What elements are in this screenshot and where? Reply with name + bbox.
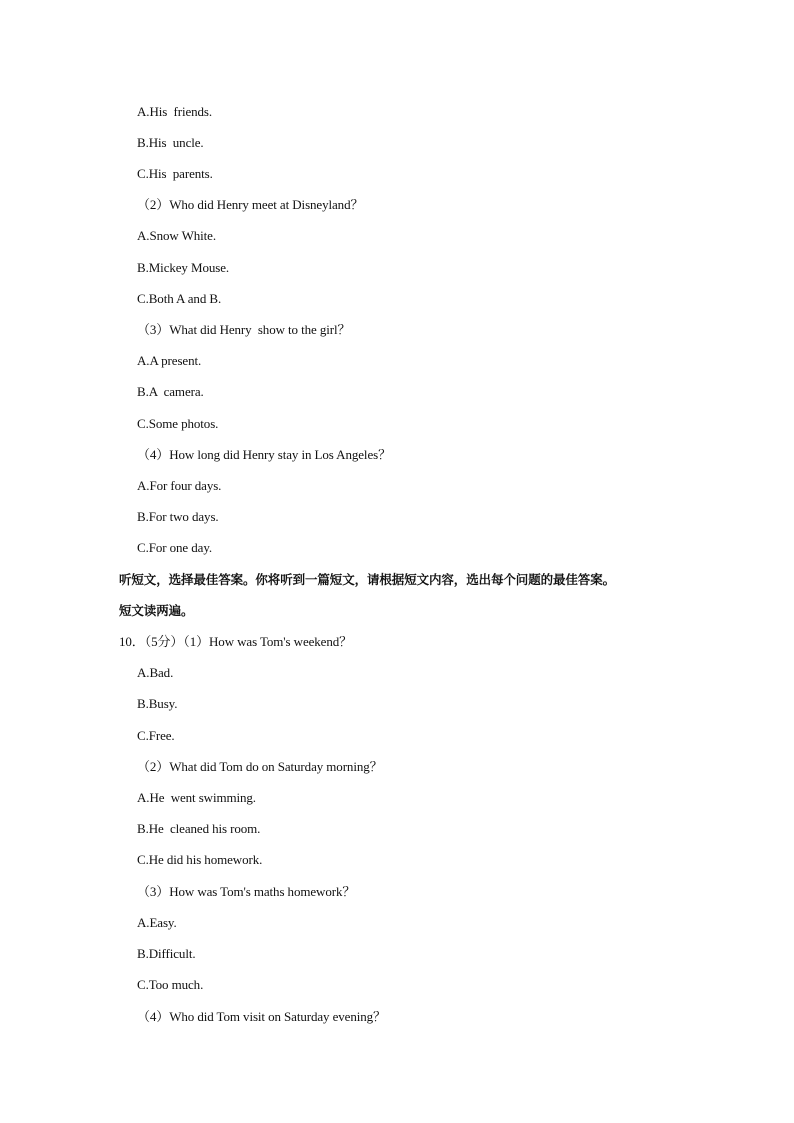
q9-p1-option-a: A.His friends. xyxy=(137,104,213,119)
section-instructions-line1: 听短文，选择最佳答案。你将听到一篇短文，请根据短文内容，选出每个问题的最佳答案。 xyxy=(119,572,616,587)
q9-p3-option-b: B.A camera. xyxy=(137,384,204,399)
q10-p1-option-b: B.Busy. xyxy=(137,696,178,711)
q10-p2-question: （2）What did Tom do on Saturday morning？ xyxy=(137,759,383,774)
q9-p3-question: （3）What did Henry show to the girl？ xyxy=(137,322,351,337)
q10-p3-question: （3）How was Tom's maths homework？ xyxy=(137,884,356,899)
q10-p2-option-c: C.He did his homework. xyxy=(137,852,263,867)
q9-p3-option-a: A.A present. xyxy=(137,353,202,368)
q9-p4-option-a: A.For four days. xyxy=(137,478,222,493)
q10-p2-option-a: A.He went swimming. xyxy=(137,790,256,805)
q10-header: 10．（5分）（1）How was Tom's weekend？ xyxy=(119,634,353,649)
q9-p4-option-c: C.For one day. xyxy=(137,540,213,555)
q9-p1-option-b: B.His uncle. xyxy=(137,135,204,150)
q10-p1-option-a: A.Bad. xyxy=(137,665,174,680)
q9-p1-option-c: C.His parents. xyxy=(137,166,213,181)
q9-p4-question: （4）How long did Henry stay in Los Angeles？ xyxy=(137,447,391,462)
q10-p3-option-a: A.Easy. xyxy=(137,915,177,930)
q9-p2-option-b: B.Mickey Mouse. xyxy=(137,260,230,275)
q9-p2-question: （2）Who did Henry meet at Disneyland？ xyxy=(137,197,364,212)
q9-p2-option-c: C.Both A and B. xyxy=(137,291,222,306)
q9-p4-option-b: B.For two days. xyxy=(137,509,219,524)
q9-p3-option-c: C.Some photos. xyxy=(137,416,219,431)
q9-p2-option-a: A.Snow White. xyxy=(137,228,216,243)
q10-p4-question: （4）Who did Tom visit on Saturday evening？ xyxy=(137,1009,386,1024)
section-instructions-line2: 短文读两遍。 xyxy=(119,603,194,618)
q10-p1-option-c: C.Free. xyxy=(137,728,175,743)
q10-p3-option-b: B.Difficult. xyxy=(137,946,196,961)
q10-p3-option-c: C.Too much. xyxy=(137,977,204,992)
q10-p2-option-b: B.He cleaned his room. xyxy=(137,821,261,836)
